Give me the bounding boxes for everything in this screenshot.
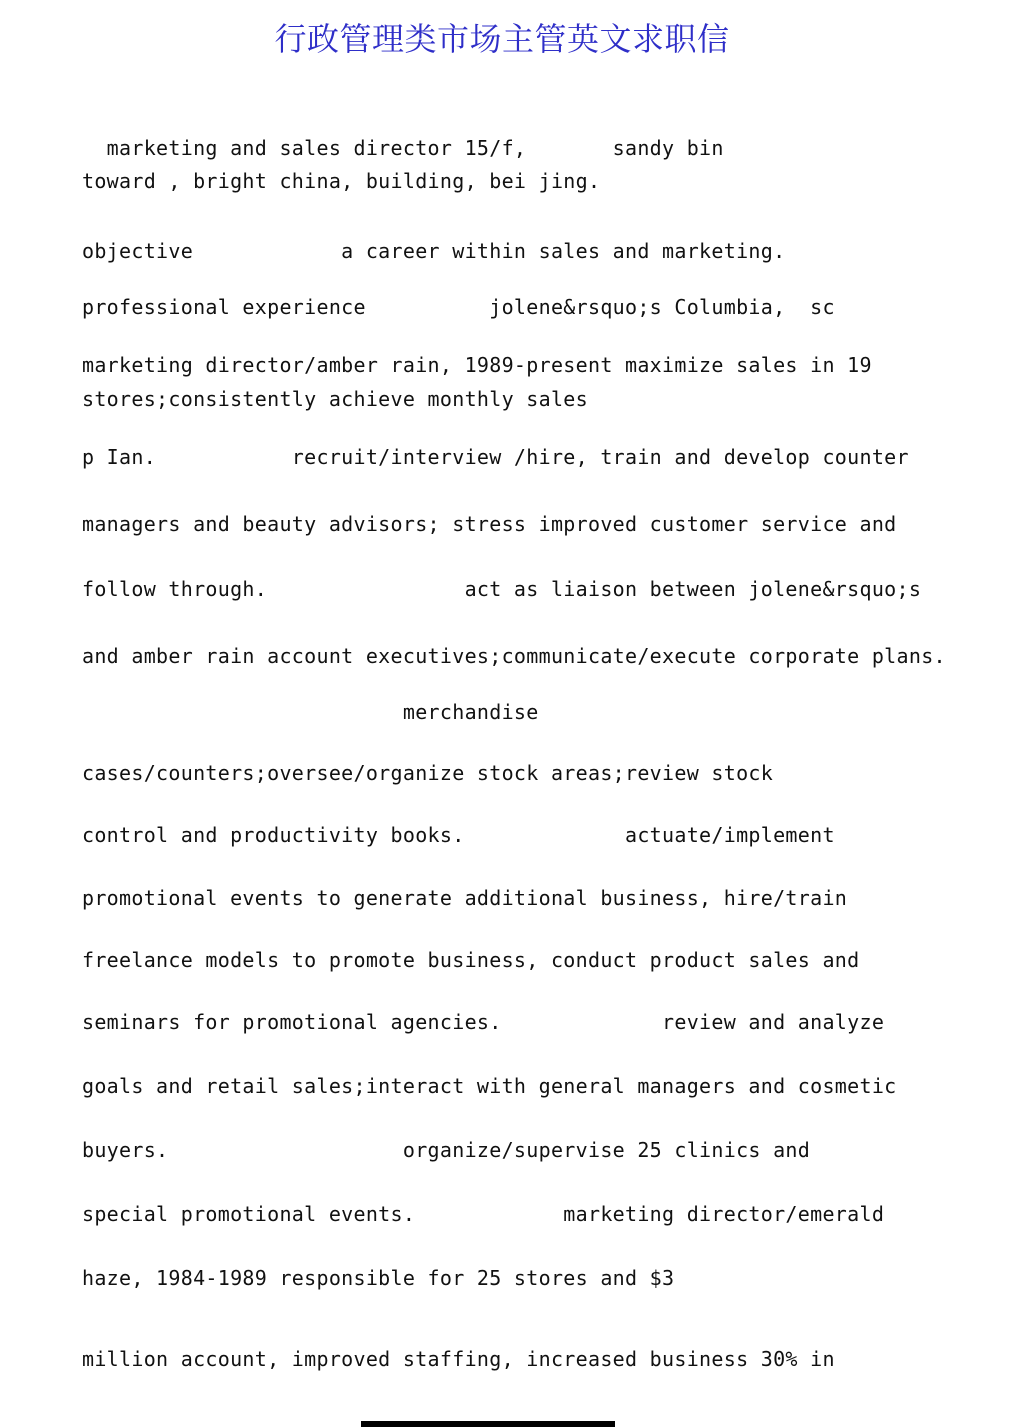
body-line: merchandise [82,700,539,724]
body-line: managers and beauty advisors; stress improved customer service and [82,512,897,536]
body-line: professional experience jolene&rsquo;s Columbia, sc [82,295,835,319]
body-line: stores;consistently achieve monthly sales [82,387,588,411]
body-line: p Ian. recruit/interview /hire, train and develop counter [82,445,909,469]
body-line: freelance models to promote business, conduct product sales and [82,948,860,972]
body-line: toward , bright china, building, bei jing. [82,169,601,193]
page-divider [361,1421,615,1427]
body-line: and amber rain account executives;communicate/execute corporate plans. [82,644,946,668]
body-line: marketing and sales director 15/f, sandy bin [82,136,724,160]
body-line: objective a career within sales and marketing. [82,239,786,263]
body-line: special promotional events. marketing director/emerald [82,1202,885,1226]
body-line: cases/counters;oversee/organize stock areas;review stock [82,761,774,785]
body-line: promotional events to generate additional business, hire/train [82,886,848,910]
body-line: million account, improved staffing, increased business 30% in [82,1347,835,1371]
document-title: 行政管理类市场主管英文求职信 [274,20,730,58]
body-line: seminars for promotional agencies. review and analyze [82,1010,885,1034]
body-line: goals and retail sales;interact with general managers and cosmetic [82,1074,897,1098]
body-line: buyers. organize/supervise 25 clinics and [82,1138,811,1162]
body-line: marketing director/amber rain, 1989-present maximize sales in 19 [82,353,872,377]
body-line: control and productivity books. actuate/implement [82,823,835,847]
body-line: haze, 1984-1989 responsible for 25 stores and $3 [82,1266,675,1290]
body-line: follow through. act as liaison between jolene&rsquo;s [82,577,922,601]
